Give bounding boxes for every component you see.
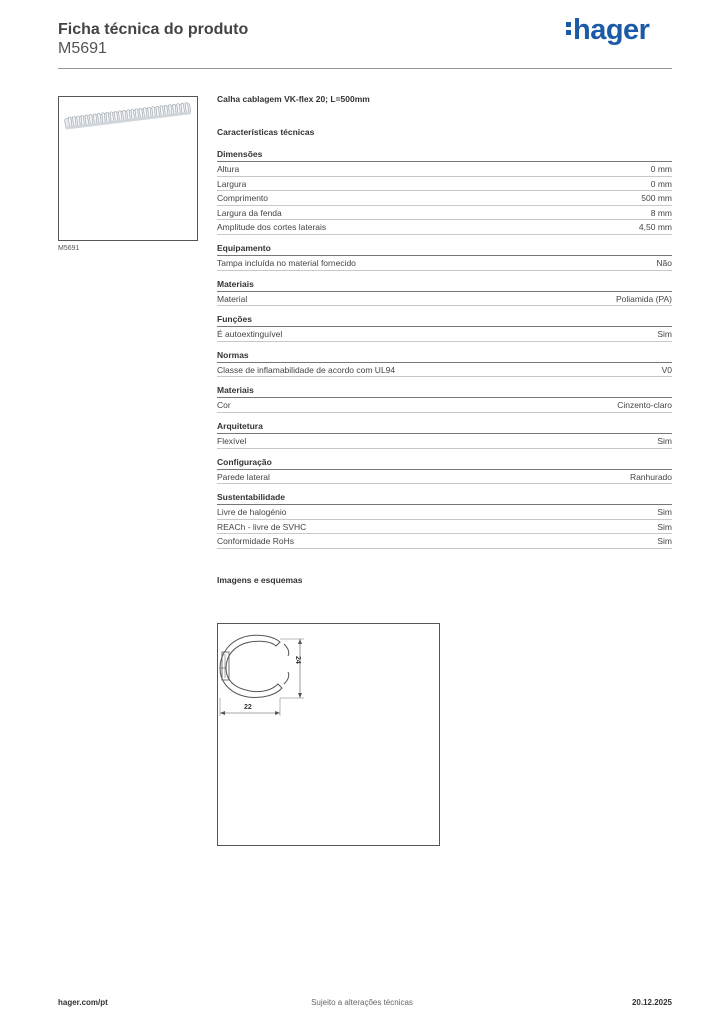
spec-label: Material [217,293,248,304]
dimension-width-label: 22 [244,704,252,711]
images-heading: Imagens e esquemas [217,574,303,585]
spec-label: REACh - livre de SVHC [217,521,307,532]
spec-value: 4,50 mm [638,222,672,233]
spec-row [217,363,672,378]
spec-row [217,327,672,342]
spec-value: Cinzento-claro [617,400,672,411]
spec-sections [217,148,672,549]
spec-label: Flexível [217,435,247,446]
spec-row [217,398,672,413]
spec-value: 0 mm [650,178,672,189]
spec-value: Sim [657,507,672,518]
footer-website: hager.com/pt [58,998,108,1007]
section-title: Funções [217,313,672,327]
footer-date: 20.12.2025 [631,998,672,1007]
dimension-height-label: 24 [294,656,301,664]
spec-label: É autoextinguível [217,329,283,340]
spec-label: Amplitude dos cortes laterais [217,222,327,233]
spec-row [217,256,672,271]
spec-value: Sim [657,435,672,446]
section-title: Arquitetura [217,420,672,434]
spec-row [217,177,672,192]
section-title: Materiais [217,384,672,398]
spec-row [217,470,672,485]
footer-notice: Sujeito a alterações técnicas [311,998,413,1007]
spec-value: Sim [657,521,672,532]
section-title: Normas [217,349,672,363]
spec-label: Altura [217,164,240,174]
logo-dots-icon [566,19,572,38]
logo-text: hager [573,14,650,46]
spec-label: Largura [217,178,247,189]
tech-characteristics-heading: Características técnicas [217,127,315,137]
spec-row [217,534,672,549]
spec-row [217,206,672,221]
spec-value: 500 mm [641,193,672,204]
spec-row [217,505,672,520]
spec-value: V0 [661,364,672,375]
spec-content [217,92,672,587]
spec-label: Parede lateral [217,471,270,482]
spec-row [217,434,672,449]
cross-section-drawing [218,624,439,845]
product-image-frame [58,96,198,241]
section-title: Configuração [217,456,672,470]
spec-value: Sim [657,329,672,340]
spec-value: Poliamida (PA) [615,293,672,304]
spec-label: Conformidade RoHs [217,536,295,547]
spec-label: Comprimento [217,193,269,204]
cable-duct-image [59,97,197,240]
page-title: Ficha técnica do produto [58,21,249,38]
spec-row [217,292,672,307]
spec-row [217,191,672,206]
technical-drawing-frame [217,623,440,846]
spec-value: 8 mm [650,207,672,218]
spec-value: Ranhurado [629,471,672,482]
header-divider [58,68,672,69]
spec-row [217,220,672,235]
section-title: Sustentabilidade [217,491,672,505]
spec-row [217,162,672,177]
spec-label: Livre de halogénio [217,507,287,518]
section-title: Equipamento [217,242,672,256]
spec-row [217,520,672,535]
spec-value: 0 mm [650,164,672,174]
spec-label: Largura da fenda [217,207,282,218]
product-code: M5691 [58,40,107,57]
product-name: Calha cablagem VK-flex 20; L=500mm [217,94,370,104]
spec-value: Sim [657,536,672,547]
hager-logo [566,14,649,47]
spec-label: Cor [217,400,231,411]
section-title: Dimensões [217,148,672,162]
product-image-caption: M5691 [58,245,80,252]
spec-label: Classe de inflamabilidade de acordo com UL94 [217,364,396,375]
spec-label: Tampa incluída no material fornecido [217,257,356,268]
section-title: Materiais [217,278,672,292]
spec-value: Não [656,257,672,268]
